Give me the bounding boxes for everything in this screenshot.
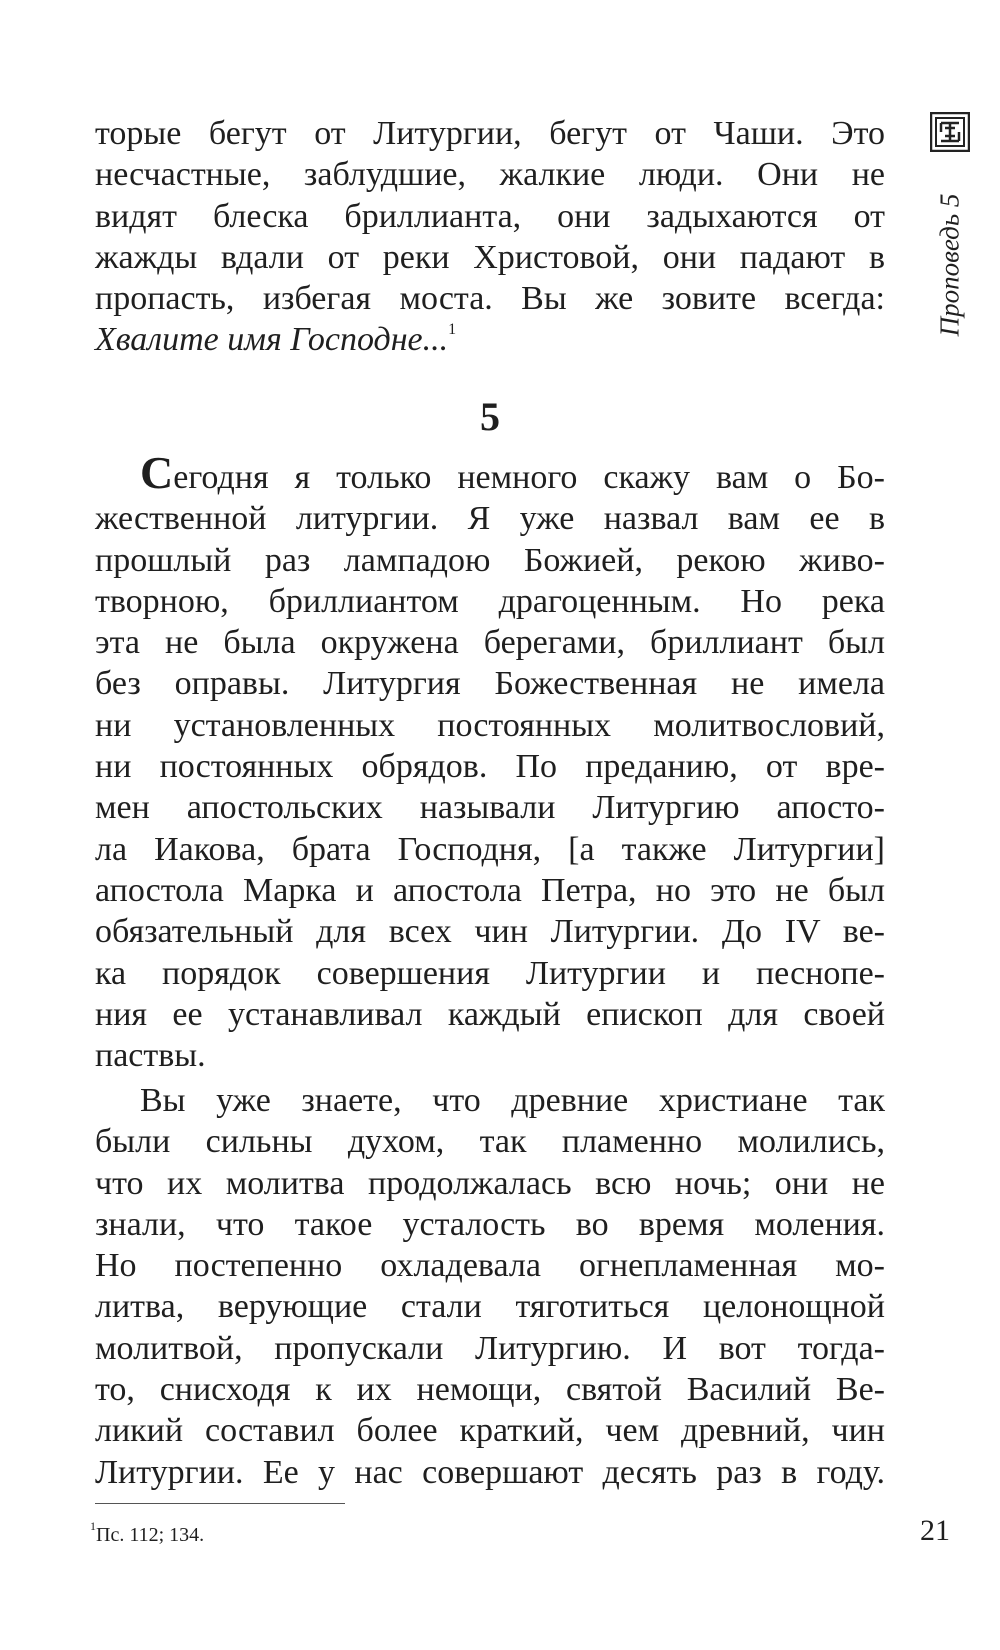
text-line: эта не была окружена берегами, бриллиант был [95, 624, 885, 662]
square-knot-ornament-icon [930, 112, 970, 152]
running-head-text: Проповедь 5 [934, 193, 965, 337]
text-line: паствы. [95, 1037, 206, 1075]
psalm-quote: Хвалите имя Господне... [95, 321, 449, 359]
footnote-ref: 1 [448, 321, 457, 339]
text-line: видят блеска бриллианта, они задыхаются от [95, 197, 885, 235]
first-line [95, 447, 885, 498]
text-line: Но постепенно охладевала огнепламенная мо- [95, 1247, 885, 1285]
text-line: ла Иакова, брата Господня, [а также Литургии] [95, 830, 885, 868]
text-line: что их молитва продолжалась всю ночь; они не [95, 1164, 885, 1202]
text-line: несчастные, заблудшие, жалкие люди. Они не [95, 156, 885, 194]
text-line: ни постоянных обрядов. По преданию, от вре- [95, 748, 885, 786]
footnote-marker: 1 [90, 1519, 96, 1534]
text-line: ни установленных постоянных молитвословий, [95, 706, 885, 744]
drop-letter: С [140, 447, 174, 498]
text-line: апостола Марка и апостола Петра, но это не был [95, 871, 885, 909]
quote-line [95, 319, 885, 360]
text-line: Вы уже знаете, что древние христиане так [140, 1082, 885, 1119]
paragraph-one [95, 447, 885, 1076]
text-line: обязательный для всех чин Литургии. До IV ве- [95, 913, 885, 951]
text-line: ния ее устанавливал каждый епископ для своей [95, 995, 885, 1033]
text-line: жажды вдали от реки Христовой, они падают в [95, 238, 885, 276]
text-line: мен апостольских называли Литургию апосто- [95, 789, 885, 827]
intro-paragraph [95, 113, 885, 361]
text-line: Литургии. Ее у нас совершают десять раз в году. [95, 1453, 885, 1491]
text-line: ликий составил более краткий, чем древний, чин [95, 1412, 885, 1450]
text-line: пропасть, избегая моста. Вы же зовите всегда: [95, 280, 885, 318]
footnote-divider [95, 1503, 345, 1504]
text-line: ка порядок совершения Литургии и песнопе- [95, 954, 885, 992]
text-line: прошлый раз лампадою Божией, рекою живо- [95, 541, 885, 579]
text-line: знали, что такое усталость во время моления. [95, 1205, 885, 1243]
text-line: молитвой, пропускали Литургию. И вот тогда- [95, 1329, 885, 1367]
text-line: то, снисходя к их немощи, святой Василий Ве- [95, 1371, 885, 1409]
text-line: творною, бриллиантом драгоценным. Но река [95, 582, 885, 620]
text-line: жественной литургии. Я уже назвал вам ее в [95, 500, 885, 538]
footnote-text: Пс. 112; 134. [96, 1524, 205, 1546]
first-line-text: егодня я только немного скажу вам о Бо- [173, 459, 885, 496]
section-number: 5 [480, 394, 500, 439]
text-line: торые бегут от Литургии, бегут от Чаши. Это [95, 115, 885, 152]
paragraph-two [95, 1080, 885, 1493]
running-head [930, 165, 970, 365]
footnote [90, 1519, 205, 1547]
text-line: литва, верующие стали тяготиться целонощной [95, 1288, 885, 1326]
page-number: 21 [920, 1514, 950, 1547]
text-line: были сильны духом, так пламенно молились, [95, 1123, 885, 1161]
text-line: без оправы. Литургия Божественная не имела [95, 665, 885, 703]
